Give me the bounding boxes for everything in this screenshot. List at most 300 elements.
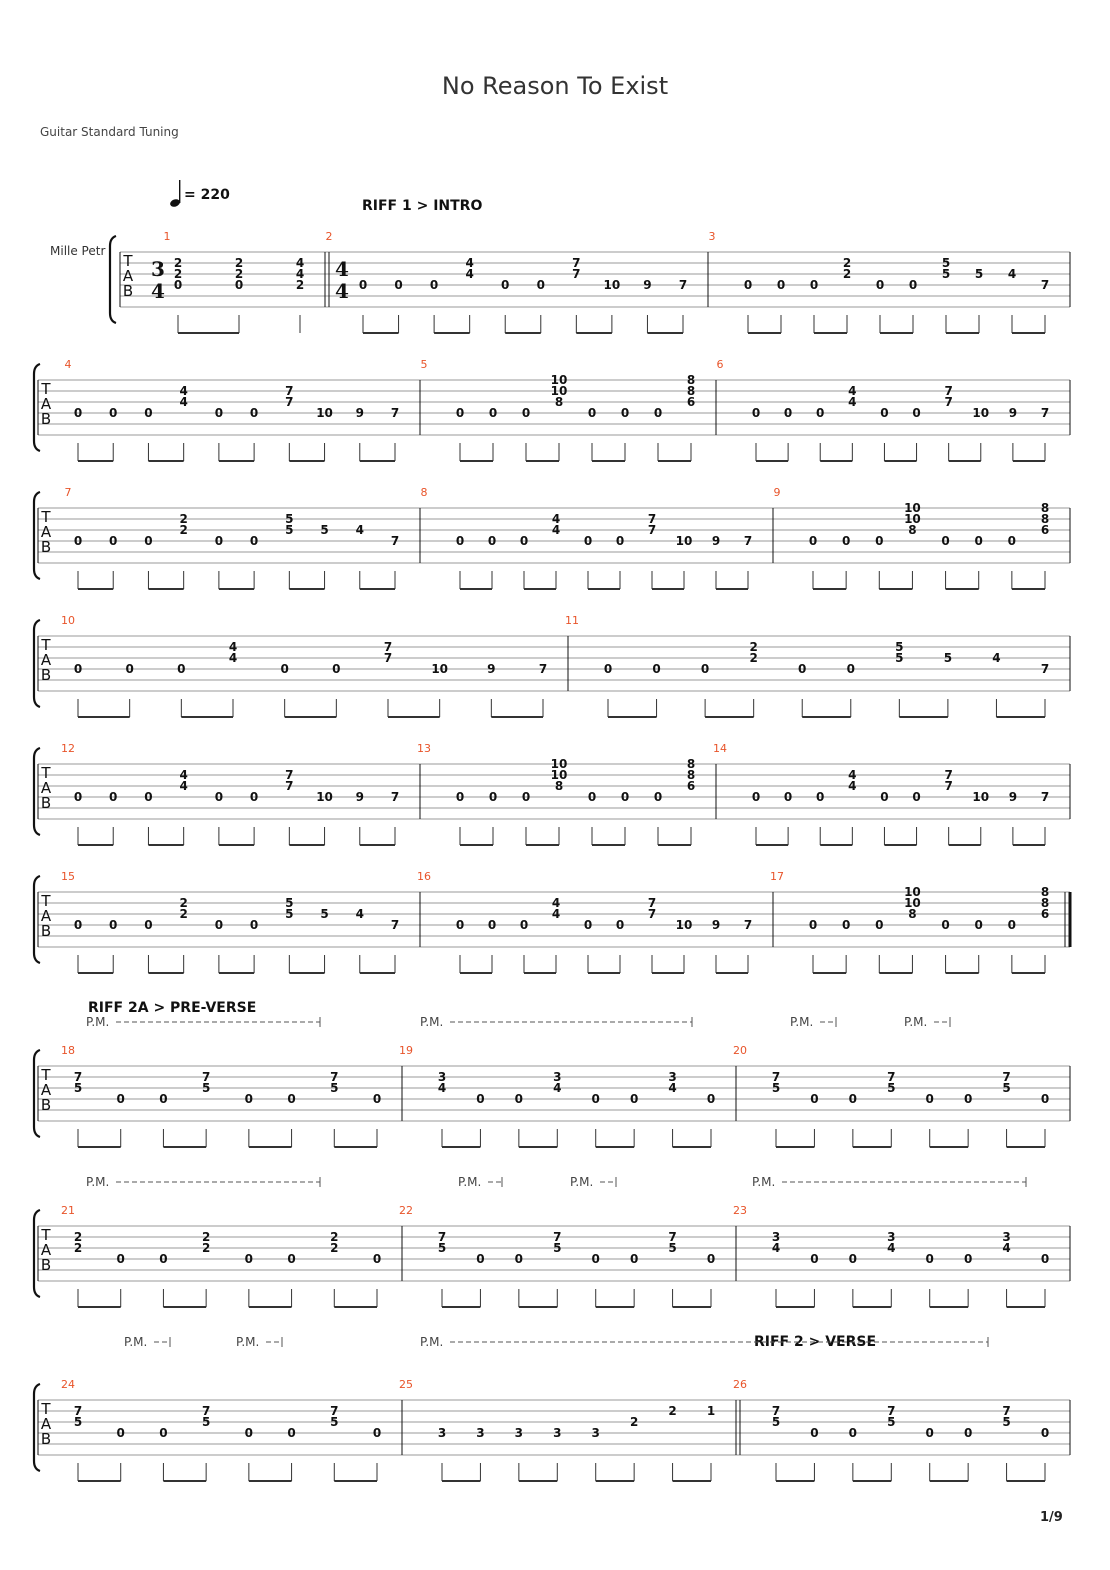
fret-number: 9 xyxy=(355,790,364,804)
fret-number: 5 xyxy=(668,1241,677,1255)
fret-number: 7 xyxy=(383,651,393,665)
measure-number: 10 xyxy=(61,614,75,627)
fret-number: 4 xyxy=(295,256,305,270)
fret-number: 0 xyxy=(816,406,825,420)
fret-number: 0 xyxy=(73,662,83,676)
fret-number: 0 xyxy=(620,406,630,420)
fret-number: 5 xyxy=(285,523,294,537)
system-bracket xyxy=(34,364,40,451)
fret-number: 5 xyxy=(887,1415,896,1429)
fret-number: 4 xyxy=(465,267,474,281)
fret-number: 7 xyxy=(944,768,953,782)
tab-clef-letter: A xyxy=(40,1081,52,1099)
palm-mute-label: P.M. xyxy=(124,1335,148,1349)
fret-number: 5 xyxy=(887,1081,896,1095)
fret-number: 0 xyxy=(583,918,593,932)
fret-number: 5 xyxy=(1002,1415,1011,1429)
fret-number: 0 xyxy=(287,1426,296,1440)
fret-number: 7 xyxy=(647,523,657,537)
fret-number: 4 xyxy=(992,651,1001,665)
fret-number: 10 xyxy=(904,896,921,910)
fret-number: 0 xyxy=(706,1092,716,1106)
fret-number: 5 xyxy=(771,1081,781,1095)
fret-number: 9 xyxy=(711,534,721,548)
fret-number: 0 xyxy=(841,534,851,548)
fret-number: 2 xyxy=(173,267,183,281)
fret-number: 0 xyxy=(109,406,118,420)
palm-mute-label: P.M. xyxy=(458,1175,482,1189)
measure-number: 14 xyxy=(713,742,727,755)
tab-clef-letter: T xyxy=(41,892,51,910)
fret-number: 0 xyxy=(521,790,531,804)
time-signature-bottom: 4 xyxy=(151,279,165,303)
fret-number: 4 xyxy=(179,768,188,782)
fret-number: 4 xyxy=(179,384,188,398)
tab-clef-letter: A xyxy=(40,651,52,669)
measure-number: 15 xyxy=(61,870,75,883)
measure-number: 26 xyxy=(733,1378,747,1391)
palm-mute-label: P.M. xyxy=(86,1015,110,1029)
fret-number: 1 xyxy=(706,1404,716,1418)
fret-number: 2 xyxy=(73,1241,83,1255)
fret-number: 0 xyxy=(244,1252,254,1266)
fret-number: 2 xyxy=(179,512,188,526)
fret-number: 5 xyxy=(895,651,904,665)
time-signature-top: 3 xyxy=(151,257,165,281)
fret-number: 0 xyxy=(125,662,134,676)
fret-number: 2 xyxy=(330,1241,339,1255)
fret-number: 8 xyxy=(554,395,564,409)
fret-number: 0 xyxy=(925,1252,934,1266)
tab-clef-letter: B xyxy=(40,1096,52,1114)
fret-number: 8 xyxy=(686,768,696,782)
fret-number: 8 xyxy=(1040,896,1050,910)
measure-number: 12 xyxy=(61,742,75,755)
fret-number: 0 xyxy=(476,1092,485,1106)
fret-number: 7 xyxy=(668,1230,677,1244)
fret-number: 0 xyxy=(144,790,153,804)
section-label: RIFF 1 > INTRO xyxy=(362,198,483,214)
measure-number: 22 xyxy=(399,1204,413,1217)
fret-number: 5 xyxy=(285,512,294,526)
fret-number: 0 xyxy=(487,918,497,932)
system-bracket xyxy=(34,1384,40,1471)
fret-number: 9 xyxy=(711,918,721,932)
fret-number: 10 xyxy=(316,406,333,420)
fret-number: 5 xyxy=(201,1415,211,1429)
fret-number: 0 xyxy=(73,790,83,804)
fret-number: 0 xyxy=(536,278,545,292)
fret-number: 7 xyxy=(330,1070,339,1084)
fret-number: 0 xyxy=(214,918,224,932)
fret-number: 7 xyxy=(383,640,393,654)
fret-number: 2 xyxy=(330,1230,339,1244)
fret-number: 0 xyxy=(848,1252,858,1266)
fret-number: 10 xyxy=(904,501,921,515)
fret-number: 2 xyxy=(173,256,183,270)
fret-number: 8 xyxy=(908,523,917,537)
palm-mute-label: P.M. xyxy=(904,1015,928,1029)
tab-clef-letter: B xyxy=(40,1430,52,1448)
fret-number: 0 xyxy=(144,534,153,548)
fret-number: 0 xyxy=(941,534,950,548)
fret-number: 3 xyxy=(591,1426,600,1440)
measure-number: 2 xyxy=(325,230,333,243)
fret-number: 0 xyxy=(583,534,593,548)
fret-number: 4 xyxy=(848,768,857,782)
fret-number: 0 xyxy=(783,790,793,804)
fret-number: 10 xyxy=(972,790,990,804)
fret-number: 4 xyxy=(551,896,561,910)
fret-number: 4 xyxy=(848,384,857,398)
fret-number: 0 xyxy=(109,534,118,548)
tuning-label: Guitar Standard Tuning xyxy=(40,125,179,139)
fret-number: 9 xyxy=(487,662,496,676)
fret-number: 5 xyxy=(553,1241,562,1255)
fret-number: 2 xyxy=(234,256,244,270)
fret-number: 0 xyxy=(974,918,983,932)
fret-number: 7 xyxy=(1040,662,1050,676)
fret-number: 0 xyxy=(603,662,613,676)
fret-number: 4 xyxy=(551,512,561,526)
fret-number: 7 xyxy=(572,267,581,281)
fret-number: 0 xyxy=(783,406,793,420)
fret-number: 5 xyxy=(285,896,294,910)
fret-number: 0 xyxy=(159,1092,168,1106)
measure-number: 20 xyxy=(733,1044,747,1057)
fret-number: 0 xyxy=(116,1252,125,1266)
fret-number: 5 xyxy=(943,651,953,665)
fret-number: 0 xyxy=(109,790,118,804)
fret-number: 6 xyxy=(686,395,696,409)
tab-clef-letter: T xyxy=(41,1226,51,1244)
tab-clef-letter: B xyxy=(40,922,52,940)
palm-mute-label: P.M. xyxy=(570,1175,594,1189)
song-title: No Reason To Exist xyxy=(441,72,669,100)
fret-number: 0 xyxy=(925,1092,934,1106)
fret-number: 2 xyxy=(201,1241,211,1255)
fret-number: 8 xyxy=(908,907,917,921)
fret-number: 0 xyxy=(941,918,950,932)
tab-clef-letter: A xyxy=(40,779,52,797)
tab-clef-letter: B xyxy=(40,1256,52,1274)
fret-number: 0 xyxy=(73,918,83,932)
fret-number: 0 xyxy=(159,1252,168,1266)
fret-number: 0 xyxy=(1040,1092,1050,1106)
fret-number: 2 xyxy=(749,640,758,654)
fret-number: 7 xyxy=(538,662,548,676)
fret-number: 0 xyxy=(116,1092,125,1106)
fret-number: 10 xyxy=(675,534,693,548)
tab-clef-letter: B xyxy=(40,794,52,812)
fret-number: 0 xyxy=(700,662,710,676)
fret-number: 0 xyxy=(455,790,465,804)
system-bracket xyxy=(34,876,40,963)
fret-number: 7 xyxy=(390,406,400,420)
fret-number: 10 xyxy=(972,406,990,420)
fret-number: 2 xyxy=(629,1415,639,1429)
measure-number: 1 xyxy=(163,230,171,243)
fret-number: 10 xyxy=(550,373,568,387)
fret-number: 0 xyxy=(875,534,884,548)
fret-number: 0 xyxy=(394,278,403,292)
measure-number: 19 xyxy=(399,1044,413,1057)
system-bracket xyxy=(34,748,40,835)
fret-number: 0 xyxy=(1007,918,1017,932)
page-number: 1/9 xyxy=(1040,1510,1063,1525)
fret-number: 0 xyxy=(653,790,663,804)
fret-number: 10 xyxy=(603,278,621,292)
tab-clef-letter: A xyxy=(40,907,52,925)
fret-number: 5 xyxy=(73,1081,83,1095)
fret-number: 5 xyxy=(974,267,984,281)
fret-number: 0 xyxy=(455,406,465,420)
fret-number: 0 xyxy=(620,790,630,804)
fret-number: 0 xyxy=(214,790,224,804)
fret-number: 3 xyxy=(668,1070,677,1084)
fret-number: 10 xyxy=(550,384,568,398)
fret-number: 0 xyxy=(488,406,498,420)
fret-number: 3 xyxy=(437,1426,447,1440)
fret-number: 0 xyxy=(963,1252,973,1266)
section-label: RIFF 2 > VERSE xyxy=(754,1334,877,1350)
fret-number: 7 xyxy=(1040,278,1050,292)
palm-mute-label: P.M. xyxy=(790,1015,814,1029)
fret-number: 0 xyxy=(629,1092,639,1106)
fret-number: 2 xyxy=(179,896,188,910)
fret-number: 0 xyxy=(848,1092,858,1106)
measure-number: 3 xyxy=(708,230,716,243)
measure-number: 7 xyxy=(64,486,72,499)
fret-number: 0 xyxy=(776,278,786,292)
fret-number: 7 xyxy=(390,918,400,932)
fret-number: 5 xyxy=(941,256,951,270)
fret-number: 8 xyxy=(1040,512,1050,526)
tab-clef-letter: T xyxy=(41,1066,51,1084)
fret-number: 0 xyxy=(249,406,259,420)
tab-clef-letter: A xyxy=(40,395,52,413)
measure-number: 18 xyxy=(61,1044,75,1057)
palm-mute-label: P.M. xyxy=(420,1015,444,1029)
measure-number: 16 xyxy=(417,870,431,883)
fret-number: 4 xyxy=(179,395,188,409)
fret-number: 4 xyxy=(437,1081,447,1095)
tab-clef-letter: B xyxy=(40,538,52,556)
fret-number: 9 xyxy=(1008,790,1018,804)
palm-mute-label: P.M. xyxy=(236,1335,260,1349)
tab-clef-letter: A xyxy=(122,267,134,285)
fret-number: 0 xyxy=(73,534,83,548)
fret-number: 8 xyxy=(686,384,696,398)
fret-number: 0 xyxy=(875,918,884,932)
fret-number: 0 xyxy=(652,662,661,676)
fret-number: 3 xyxy=(553,1070,562,1084)
measure-number: 9 xyxy=(773,486,781,499)
fret-number: 0 xyxy=(706,1252,716,1266)
fret-number: 0 xyxy=(234,278,244,292)
fret-number: 7 xyxy=(743,918,753,932)
fret-number: 0 xyxy=(743,278,753,292)
fret-number: 9 xyxy=(355,406,364,420)
measure-number: 5 xyxy=(420,358,428,371)
fret-number: 0 xyxy=(912,790,921,804)
fret-number: 4 xyxy=(355,907,364,921)
fret-number: 2 xyxy=(234,267,244,281)
fret-number: 2 xyxy=(295,278,305,292)
fret-number: 9 xyxy=(1008,406,1018,420)
fret-number: 7 xyxy=(678,278,688,292)
fret-number: 5 xyxy=(330,1415,339,1429)
fret-number: 0 xyxy=(116,1426,125,1440)
fret-number: 3 xyxy=(553,1426,562,1440)
fret-number: 7 xyxy=(73,1070,83,1084)
fret-number: 7 xyxy=(390,790,400,804)
fret-number: 0 xyxy=(244,1426,254,1440)
fret-number: 7 xyxy=(1002,1070,1011,1084)
time-signature-top: 4 xyxy=(335,257,349,281)
fret-number: 2 xyxy=(73,1230,83,1244)
tab-clef-letter: T xyxy=(41,764,51,782)
fret-number: 0 xyxy=(1040,1252,1050,1266)
fret-number: 0 xyxy=(249,534,259,548)
fret-number: 8 xyxy=(686,757,696,771)
fret-number: 2 xyxy=(842,256,852,270)
fret-number: 6 xyxy=(1040,907,1050,921)
fret-number: 0 xyxy=(974,534,983,548)
fret-number: 4 xyxy=(228,651,238,665)
tab-clef-letter: B xyxy=(40,410,52,428)
instrument-name: Mille Petr xyxy=(50,244,106,258)
fret-number: 5 xyxy=(895,640,904,654)
fret-number: 2 xyxy=(201,1230,211,1244)
fret-number: 3 xyxy=(887,1230,896,1244)
fret-number: 7 xyxy=(390,534,400,548)
fret-number: 0 xyxy=(591,1252,600,1266)
fret-number: 0 xyxy=(808,918,818,932)
palm-mute-label: P.M. xyxy=(86,1175,110,1189)
fret-number: 7 xyxy=(647,907,657,921)
fret-number: 5 xyxy=(201,1081,211,1095)
fret-number: 10 xyxy=(431,662,449,676)
fret-number: 0 xyxy=(159,1426,168,1440)
measure-number: 13 xyxy=(417,742,431,755)
fret-number: 4 xyxy=(1002,1241,1011,1255)
fret-number: 4 xyxy=(179,779,188,793)
fret-number: 0 xyxy=(751,406,761,420)
fret-number: 0 xyxy=(519,918,529,932)
fret-number: 3 xyxy=(437,1070,447,1084)
fret-number: 5 xyxy=(285,907,294,921)
system-bracket xyxy=(34,492,40,579)
fret-number: 4 xyxy=(668,1081,677,1095)
fret-number: 0 xyxy=(287,1252,296,1266)
fret-number: 0 xyxy=(358,278,368,292)
fret-number: 0 xyxy=(587,406,597,420)
fret-number: 0 xyxy=(514,1252,524,1266)
system-bracket xyxy=(34,1210,40,1297)
fret-number: 4 xyxy=(553,1081,562,1095)
fret-number: 0 xyxy=(519,534,529,548)
fret-number: 0 xyxy=(848,1426,858,1440)
fret-number: 2 xyxy=(668,1404,677,1418)
tab-clef-letter: A xyxy=(40,1415,52,1433)
fret-number: 0 xyxy=(280,662,289,676)
tab-clef-letter: T xyxy=(41,636,51,654)
fret-number: 0 xyxy=(214,406,224,420)
measure-number: 8 xyxy=(420,486,428,499)
fret-number: 2 xyxy=(842,267,852,281)
fret-number: 10 xyxy=(675,918,693,932)
tab-clef-letter: A xyxy=(40,523,52,541)
fret-number: 0 xyxy=(615,918,625,932)
tab-clef-letter: B xyxy=(40,666,52,684)
fret-number: 0 xyxy=(488,790,498,804)
fret-number: 0 xyxy=(798,662,807,676)
fret-number: 0 xyxy=(287,1092,296,1106)
fret-number: 4 xyxy=(551,523,561,537)
fret-number: 7 xyxy=(201,1070,211,1084)
fret-number: 0 xyxy=(177,662,186,676)
fret-number: 10 xyxy=(904,885,921,899)
fret-number: 0 xyxy=(73,406,83,420)
fret-number: 0 xyxy=(810,1252,819,1266)
measure-number: 11 xyxy=(565,614,579,627)
tab-clef-letter: A xyxy=(40,1241,52,1259)
fret-number: 7 xyxy=(1002,1404,1011,1418)
fret-number: 8 xyxy=(686,373,696,387)
fret-number: 9 xyxy=(643,278,652,292)
fret-number: 10 xyxy=(904,512,921,526)
fret-number: 0 xyxy=(244,1092,254,1106)
fret-number: 4 xyxy=(887,1241,896,1255)
fret-number: 3 xyxy=(514,1426,524,1440)
fret-number: 0 xyxy=(629,1252,639,1266)
fret-number: 0 xyxy=(109,918,118,932)
fret-number: 5 xyxy=(437,1241,447,1255)
fret-number: 2 xyxy=(179,907,188,921)
fret-number: 7 xyxy=(330,1404,339,1418)
fret-number: 0 xyxy=(808,534,818,548)
fret-number: 4 xyxy=(228,640,238,654)
measure-number: 6 xyxy=(716,358,724,371)
fret-number: 4 xyxy=(1007,267,1017,281)
fret-number: 0 xyxy=(501,278,510,292)
fret-number: 0 xyxy=(908,278,918,292)
fret-number: 0 xyxy=(429,278,439,292)
measure-number: 23 xyxy=(733,1204,747,1217)
time-signature-bottom: 4 xyxy=(335,279,349,303)
tab-clef-letter: T xyxy=(41,380,51,398)
fret-number: 5 xyxy=(320,907,329,921)
fret-number: 10 xyxy=(550,768,568,782)
fret-number: 4 xyxy=(848,779,857,793)
fret-number: 0 xyxy=(963,1092,973,1106)
fret-number: 4 xyxy=(771,1241,781,1255)
tab-clef-letter: T xyxy=(123,252,133,270)
fret-number: 0 xyxy=(214,534,224,548)
fret-number: 5 xyxy=(771,1415,781,1429)
fret-number: 7 xyxy=(944,384,953,398)
fret-number: 7 xyxy=(553,1230,562,1244)
fret-number: 4 xyxy=(551,907,561,921)
fret-number: 0 xyxy=(1040,1426,1050,1440)
fret-number: 3 xyxy=(771,1230,781,1244)
fret-number: 0 xyxy=(810,1092,819,1106)
fret-number: 7 xyxy=(285,395,294,409)
fret-number: 7 xyxy=(73,1404,83,1418)
fret-number: 0 xyxy=(875,278,885,292)
fret-number: 7 xyxy=(944,779,953,793)
